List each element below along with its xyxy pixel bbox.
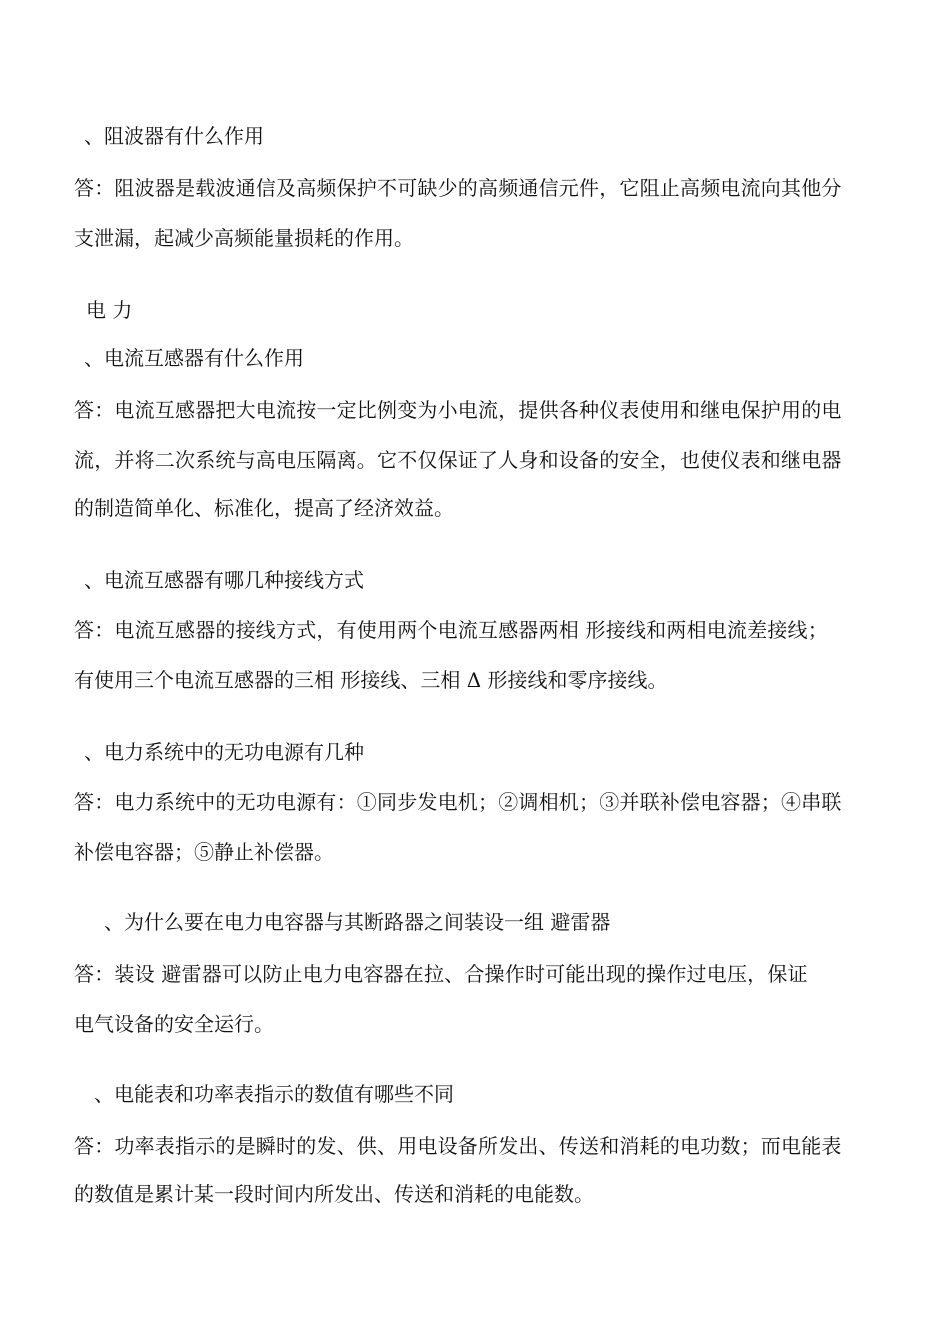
question-heading: 、电流互感器有哪几种接线方式 — [84, 568, 364, 592]
answer-line: 有使用三个电流互感器的三相 形接线、三相 Δ 形接线和零序接线。 — [74, 668, 668, 692]
answer-line: 答：装设 避雷器可以防止电力电容器在拉、合操作时可能出现的操作过电压，保证 — [74, 962, 808, 986]
question-heading: 、为什么要在电力电容器与其断路器之间装设一组 避雷器 — [104, 910, 611, 934]
answer-line: 支泄漏，起减少高频能量损耗的作用。 — [74, 226, 414, 250]
answer-line: 补偿电容器；⑤静止补偿器。 — [74, 840, 334, 864]
section-heading: 电 力 — [86, 298, 133, 322]
answer-line: 答：功率表指示的是瞬时的发、供、用电设备所发出、传送和消耗的电功数；而电能表 — [74, 1134, 842, 1158]
answer-line: 答：电流互感器的接线方式，有使用两个电流互感器两相 形接线和两相电流差接线； — [74, 618, 828, 642]
answer-line: 答：阻波器是载波通信及高频保护不可缺少的高频通信元件，它阻止高频电流向其他分 — [74, 176, 842, 200]
answer-line: 电气设备的安全运行。 — [74, 1012, 274, 1036]
answer-line: 流，并将二次系统与高电压隔离。它不仅保证了人身和设备的安全，也使仪表和继电器 — [74, 448, 842, 472]
question-heading: 、电能表和功率表指示的数值有哪些不同 — [94, 1082, 454, 1106]
answer-line: 的制造简单化、标准化，提高了经济效益。 — [74, 496, 454, 520]
answer-line: 答：电流互感器把大电流按一定比例变为小电流，提供各种仪表使用和继电保护用的电 — [74, 398, 842, 422]
answer-line: 的数值是累计某一段时间内所发出、传送和消耗的电能数。 — [74, 1182, 594, 1206]
question-heading: 、阻波器有什么作用 — [84, 124, 264, 148]
answer-line: 答：电力系统中的无功电源有：①同步发电机；②调相机；③并联补偿电容器；④串联 — [74, 790, 842, 814]
question-heading: 、电流互感器有什么作用 — [84, 346, 304, 370]
question-heading: 、电力系统中的无功电源有几种 — [84, 740, 364, 764]
